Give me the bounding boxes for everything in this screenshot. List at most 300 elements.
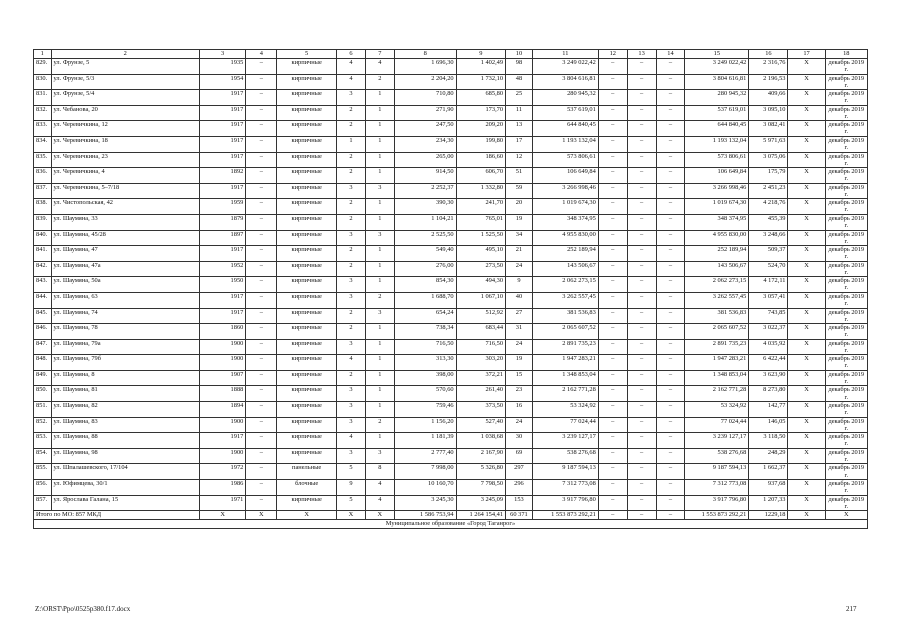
- table-cell: –: [246, 495, 277, 511]
- table-cell: 2: [337, 121, 366, 137]
- table-cell: –: [656, 183, 685, 199]
- table-cell: –: [656, 59, 685, 75]
- table-cell: –: [627, 121, 656, 137]
- table-cell: декабрь 2019 г.: [825, 308, 867, 324]
- table-cell: –: [598, 417, 627, 433]
- table-cell: X: [788, 308, 825, 324]
- table-cell: –: [246, 339, 277, 355]
- table-cell: 5 971,63: [749, 136, 788, 152]
- table-cell: 850.: [34, 386, 52, 402]
- table-cell: –: [598, 168, 627, 184]
- table-row: [34, 308, 868, 324]
- table-cell: ул. Шаумяна, 45/28: [51, 230, 199, 246]
- total-cell: –: [656, 511, 685, 520]
- table-cell: декабрь 2019 г.: [825, 261, 867, 277]
- table-cell: кирпичные: [277, 402, 337, 418]
- table-cell: 527,40: [456, 417, 505, 433]
- table-cell: 77 024,44: [532, 417, 598, 433]
- table-cell: –: [598, 355, 627, 371]
- table-cell: 1917: [199, 246, 245, 262]
- table-cell: 1971: [199, 495, 245, 511]
- table-cell: ул. Шаумяна, 79а: [51, 339, 199, 355]
- table-cell: –: [598, 292, 627, 308]
- table-cell: –: [246, 448, 277, 464]
- table-cell: 24: [506, 261, 533, 277]
- table-cell: 398,00: [394, 370, 456, 386]
- header-cell: 14: [656, 50, 685, 59]
- table-cell: 830.: [34, 74, 52, 90]
- table-cell: ул. Шаумяна, 74: [51, 308, 199, 324]
- table-cell: 9 187 594,13: [685, 464, 749, 480]
- table-cell: 271,90: [394, 105, 456, 121]
- table-cell: 390,30: [394, 199, 456, 215]
- table-cell: 845.: [34, 308, 52, 324]
- table-cell: 106 649,84: [685, 168, 749, 184]
- table-cell: –: [246, 59, 277, 75]
- table-cell: 4 035,92: [749, 339, 788, 355]
- table-cell: 3: [337, 386, 366, 402]
- table-cell: –: [656, 292, 685, 308]
- table-cell: 11: [506, 105, 533, 121]
- table-cell: 716,50: [456, 339, 505, 355]
- table-cell: –: [656, 246, 685, 262]
- table-cell: 1917: [199, 292, 245, 308]
- table-cell: 25: [506, 90, 533, 106]
- table-cell: –: [246, 386, 277, 402]
- table-cell: ул. Черевичкина, 18: [51, 136, 199, 152]
- table-cell: 348 374,95: [685, 214, 749, 230]
- table-cell: 1 947 283,21: [532, 355, 598, 371]
- table-cell: 2 451,23: [749, 183, 788, 199]
- table-cell: 857.: [34, 495, 52, 511]
- table-cell: –: [598, 183, 627, 199]
- table-cell: 1: [365, 339, 394, 355]
- table-cell: 1894: [199, 402, 245, 418]
- table-cell: 19: [506, 355, 533, 371]
- table-row: [34, 168, 868, 184]
- table-cell: X: [788, 386, 825, 402]
- table-cell: 2 167,90: [456, 448, 505, 464]
- table-cell: 53 324,92: [685, 402, 749, 418]
- table-cell: –: [627, 355, 656, 371]
- table-cell: декабрь 2019 г.: [825, 168, 867, 184]
- table-cell: 1: [337, 136, 366, 152]
- total-cell: 1 586 753,94: [394, 511, 456, 520]
- table-cell: 849.: [34, 370, 52, 386]
- table-cell: 835.: [34, 152, 52, 168]
- table-cell: кирпичные: [277, 495, 337, 511]
- header-cell: 8: [394, 50, 456, 59]
- table-cell: 1 662,37: [749, 464, 788, 480]
- table-cell: X: [788, 152, 825, 168]
- table-cell: 252 189,94: [532, 246, 598, 262]
- table-cell: –: [246, 136, 277, 152]
- table-cell: –: [627, 168, 656, 184]
- total-cell: –: [598, 511, 627, 520]
- table-cell: 549,40: [394, 246, 456, 262]
- table-row: [34, 214, 868, 230]
- table-cell: декабрь 2019 г.: [825, 370, 867, 386]
- table-cell: 495,10: [456, 246, 505, 262]
- table-cell: 20: [506, 199, 533, 215]
- table-cell: 4: [337, 59, 366, 75]
- table-cell: 8 273,80: [749, 386, 788, 402]
- header-cell: 2: [51, 50, 199, 59]
- table-cell: –: [627, 277, 656, 293]
- table-cell: X: [788, 136, 825, 152]
- table-cell: –: [656, 433, 685, 449]
- table-cell: кирпичные: [277, 261, 337, 277]
- table-cell: –: [656, 324, 685, 340]
- table-cell: 106 649,84: [532, 168, 598, 184]
- table-cell: декабрь 2019 г.: [825, 292, 867, 308]
- table-cell: 1 348 853,04: [685, 370, 749, 386]
- table-cell: 1 696,30: [394, 59, 456, 75]
- table-cell: 1: [365, 105, 394, 121]
- table-cell: 252 189,94: [685, 246, 749, 262]
- table-cell: декабрь 2019 г.: [825, 214, 867, 230]
- table-cell: –: [627, 495, 656, 511]
- table-cell: 1 193 132,04: [685, 136, 749, 152]
- table-cell: –: [246, 105, 277, 121]
- table-cell: –: [656, 308, 685, 324]
- table-cell: 573 806,61: [532, 152, 598, 168]
- table-cell: 3 239 127,17: [685, 433, 749, 449]
- table-cell: X: [788, 417, 825, 433]
- table-cell: 27: [506, 308, 533, 324]
- table-cell: 173,70: [456, 105, 505, 121]
- table-cell: 836.: [34, 168, 52, 184]
- table-cell: 573 806,61: [685, 152, 749, 168]
- table-row: [34, 59, 868, 75]
- table-cell: 3 262 557,45: [685, 292, 749, 308]
- table-cell: 3 095,10: [749, 105, 788, 121]
- table-cell: 1: [365, 261, 394, 277]
- table-cell: 7 312 773,08: [532, 480, 598, 496]
- table-row: [34, 246, 868, 262]
- table-cell: 3: [337, 402, 366, 418]
- table-cell: декабрь 2019 г.: [825, 183, 867, 199]
- table-cell: –: [246, 308, 277, 324]
- table-cell: –: [246, 417, 277, 433]
- table-cell: кирпичные: [277, 168, 337, 184]
- table-row: [34, 370, 868, 386]
- table-cell: декабрь 2019 г.: [825, 136, 867, 152]
- table-row: [34, 339, 868, 355]
- table-cell: –: [656, 168, 685, 184]
- table-cell: 1900: [199, 417, 245, 433]
- table-cell: –: [627, 480, 656, 496]
- table-cell: 9 187 594,13: [532, 464, 598, 480]
- total-cell: X: [825, 511, 867, 520]
- table-cell: –: [656, 495, 685, 511]
- table-cell: X: [788, 105, 825, 121]
- table-row: [34, 277, 868, 293]
- table-cell: декабрь 2019 г.: [825, 464, 867, 480]
- table-cell: 16: [506, 402, 533, 418]
- table-cell: 4: [337, 433, 366, 449]
- table-cell: –: [246, 74, 277, 90]
- table-cell: кирпичные: [277, 324, 337, 340]
- table-cell: ул. Шаумяна, 98: [51, 448, 199, 464]
- table-cell: 1: [365, 136, 394, 152]
- table-cell: декабрь 2019 г.: [825, 386, 867, 402]
- table-cell: 303,20: [456, 355, 505, 371]
- table-cell: 1: [365, 433, 394, 449]
- document-path: Z:\ORST\Ppo\0525p380.f17.docx: [35, 605, 131, 613]
- table-cell: 1879: [199, 214, 245, 230]
- table-cell: ул. Шаумяна, 83: [51, 417, 199, 433]
- table-cell: 3 245,09: [456, 495, 505, 511]
- table-cell: 409,66: [749, 90, 788, 106]
- table-cell: 3 804 616,81: [685, 74, 749, 90]
- table-cell: кирпичные: [277, 105, 337, 121]
- table-cell: 2 891 735,23: [685, 339, 749, 355]
- table-cell: 1 525,50: [456, 230, 505, 246]
- table-cell: –: [246, 230, 277, 246]
- table-cell: 373,50: [456, 402, 505, 418]
- table-cell: –: [246, 261, 277, 277]
- table-cell: кирпичные: [277, 74, 337, 90]
- table-row: [34, 402, 868, 418]
- table-cell: 843.: [34, 277, 52, 293]
- page-number: 217: [846, 605, 857, 613]
- municipality-heading: Муниципальное образование «Город Таганрог»: [34, 520, 868, 529]
- table-cell: 348 374,95: [532, 214, 598, 230]
- table-cell: –: [627, 74, 656, 90]
- table-cell: ул. Фрунзе, 5/4: [51, 90, 199, 106]
- table-cell: 2 062 273,15: [685, 277, 749, 293]
- table-cell: кирпичные: [277, 448, 337, 464]
- table-cell: 17: [506, 136, 533, 152]
- table-cell: –: [598, 370, 627, 386]
- table-cell: –: [598, 433, 627, 449]
- table-cell: 524,70: [749, 261, 788, 277]
- table-cell: 2 316,76: [749, 59, 788, 75]
- table-cell: 1: [365, 370, 394, 386]
- table-cell: –: [246, 355, 277, 371]
- table-cell: 537 619,01: [685, 105, 749, 121]
- table-cell: декабрь 2019 г.: [825, 59, 867, 75]
- table-cell: 296: [506, 480, 533, 496]
- table-cell: декабрь 2019 г.: [825, 246, 867, 262]
- table-cell: 48: [506, 74, 533, 90]
- table-cell: –: [627, 292, 656, 308]
- table-cell: декабрь 2019 г.: [825, 152, 867, 168]
- table-cell: 2: [337, 308, 366, 324]
- table-cell: 1 067,10: [456, 292, 505, 308]
- table-cell: 3: [337, 90, 366, 106]
- table-cell: 840.: [34, 230, 52, 246]
- table-cell: –: [598, 402, 627, 418]
- table-cell: 59: [506, 183, 533, 199]
- table-cell: 2: [337, 246, 366, 262]
- table-cell: 1917: [199, 308, 245, 324]
- table-cell: декабрь 2019 г.: [825, 74, 867, 90]
- table-cell: 4 955 830,00: [532, 230, 598, 246]
- table-cell: декабрь 2019 г.: [825, 495, 867, 511]
- table-cell: 7 998,00: [394, 464, 456, 480]
- table-cell: 280 945,32: [685, 90, 749, 106]
- table-cell: 3 239 127,17: [532, 433, 598, 449]
- table-cell: X: [788, 339, 825, 355]
- table-cell: X: [788, 183, 825, 199]
- table-cell: X: [788, 402, 825, 418]
- table-cell: –: [246, 370, 277, 386]
- table-row: [34, 90, 868, 106]
- table-cell: –: [656, 277, 685, 293]
- table-cell: 2 065 607,52: [685, 324, 749, 340]
- table-cell: –: [246, 480, 277, 496]
- table-cell: 1: [365, 90, 394, 106]
- table-cell: кирпичные: [277, 246, 337, 262]
- table-row: [34, 152, 868, 168]
- table-cell: –: [627, 183, 656, 199]
- table-cell: X: [788, 324, 825, 340]
- table-cell: 51: [506, 168, 533, 184]
- table-cell: –: [656, 339, 685, 355]
- table-cell: ул. Шаумяна, 50а: [51, 277, 199, 293]
- table-cell: –: [627, 199, 656, 215]
- table-cell: 4 218,76: [749, 199, 788, 215]
- table-cell: 4: [365, 59, 394, 75]
- table-cell: 844.: [34, 292, 52, 308]
- table-cell: 381 536,83: [532, 308, 598, 324]
- table-cell: 1 156,20: [394, 417, 456, 433]
- table-cell: ул. Чебанова, 20: [51, 105, 199, 121]
- table-cell: X: [788, 292, 825, 308]
- table-cell: 570,60: [394, 386, 456, 402]
- table-cell: 833.: [34, 121, 52, 137]
- table-cell: 381 536,83: [685, 308, 749, 324]
- table-cell: 31: [506, 324, 533, 340]
- table-cell: –: [627, 433, 656, 449]
- table-cell: –: [598, 152, 627, 168]
- table-cell: 1917: [199, 152, 245, 168]
- table-cell: 1950: [199, 277, 245, 293]
- table-cell: 606,70: [456, 168, 505, 184]
- table-cell: 142,77: [749, 402, 788, 418]
- table-cell: 2 525,50: [394, 230, 456, 246]
- table-cell: –: [627, 230, 656, 246]
- table-cell: 654,24: [394, 308, 456, 324]
- table-row: [34, 74, 868, 90]
- table-cell: X: [788, 261, 825, 277]
- table-cell: X: [788, 168, 825, 184]
- total-cell: 1 264 154,41: [456, 511, 505, 520]
- header-cell: 12: [598, 50, 627, 59]
- table-cell: 759,46: [394, 402, 456, 418]
- table-cell: 53 324,92: [532, 402, 598, 418]
- header-cell: 13: [627, 50, 656, 59]
- table-cell: декабрь 2019 г.: [825, 90, 867, 106]
- table-cell: –: [246, 324, 277, 340]
- table-cell: кирпичные: [277, 308, 337, 324]
- header-cell: 9: [456, 50, 505, 59]
- table-cell: 1 332,80: [456, 183, 505, 199]
- table-cell: 3: [337, 277, 366, 293]
- table-cell: 199,80: [456, 136, 505, 152]
- table-cell: 854,30: [394, 277, 456, 293]
- table-row: [34, 261, 868, 277]
- header-cell: 10: [506, 50, 533, 59]
- table-cell: 856.: [34, 480, 52, 496]
- table-cell: 3 057,41: [749, 292, 788, 308]
- table-cell: 8: [365, 464, 394, 480]
- register-table: [33, 49, 868, 529]
- table-cell: 77 024,44: [685, 417, 749, 433]
- table-cell: 3: [337, 417, 366, 433]
- table-cell: –: [627, 152, 656, 168]
- table-cell: 716,50: [394, 339, 456, 355]
- table-cell: 683,44: [456, 324, 505, 340]
- table-row: [34, 136, 868, 152]
- table-cell: 1 193 132,04: [532, 136, 598, 152]
- table-cell: 153: [506, 495, 533, 511]
- table-cell: 537 619,01: [532, 105, 598, 121]
- table-cell: 1: [365, 277, 394, 293]
- table-cell: 2 162 771,28: [532, 386, 598, 402]
- table-cell: –: [598, 90, 627, 106]
- table-cell: 1 207,33: [749, 495, 788, 511]
- table-cell: –: [246, 214, 277, 230]
- table-cell: 3 248,66: [749, 230, 788, 246]
- table-cell: –: [627, 59, 656, 75]
- table-cell: X: [788, 246, 825, 262]
- table-cell: кирпичные: [277, 121, 337, 137]
- table-cell: 2 252,37: [394, 183, 456, 199]
- table-cell: 143 506,67: [532, 261, 598, 277]
- table-row: [34, 386, 868, 402]
- table-cell: 248,29: [749, 448, 788, 464]
- table-cell: 4: [365, 480, 394, 496]
- table-cell: 685,80: [456, 90, 505, 106]
- header-cell: 17: [788, 50, 825, 59]
- total-cell: –: [627, 511, 656, 520]
- table-cell: 829.: [34, 59, 52, 75]
- total-cell: X: [788, 511, 825, 520]
- table-cell: –: [598, 339, 627, 355]
- table-cell: 1952: [199, 261, 245, 277]
- table-cell: кирпичные: [277, 355, 337, 371]
- table-cell: 3 022,37: [749, 324, 788, 340]
- table-cell: 1: [365, 386, 394, 402]
- table-cell: 30: [506, 433, 533, 449]
- table-cell: –: [627, 448, 656, 464]
- table-cell: ул. Шаумяна, 78: [51, 324, 199, 340]
- table-cell: –: [627, 464, 656, 480]
- table-cell: 1888: [199, 386, 245, 402]
- table-cell: декабрь 2019 г.: [825, 230, 867, 246]
- table-cell: 842.: [34, 261, 52, 277]
- total-cell: 60 371: [506, 511, 533, 520]
- table-cell: 1: [365, 355, 394, 371]
- table-cell: –: [656, 199, 685, 215]
- table-row: [34, 230, 868, 246]
- table-cell: X: [788, 199, 825, 215]
- table-cell: декабрь 2019 г.: [825, 199, 867, 215]
- table-cell: 3: [365, 230, 394, 246]
- table-cell: X: [788, 121, 825, 137]
- table-cell: 4: [337, 355, 366, 371]
- table-cell: декабрь 2019 г.: [825, 339, 867, 355]
- table-cell: 743,85: [749, 308, 788, 324]
- table-cell: 1: [365, 246, 394, 262]
- table-cell: ул. Чистопольская, 42: [51, 199, 199, 215]
- header-cell: 4: [246, 50, 277, 59]
- table-cell: 2: [337, 168, 366, 184]
- table-cell: кирпичные: [277, 90, 337, 106]
